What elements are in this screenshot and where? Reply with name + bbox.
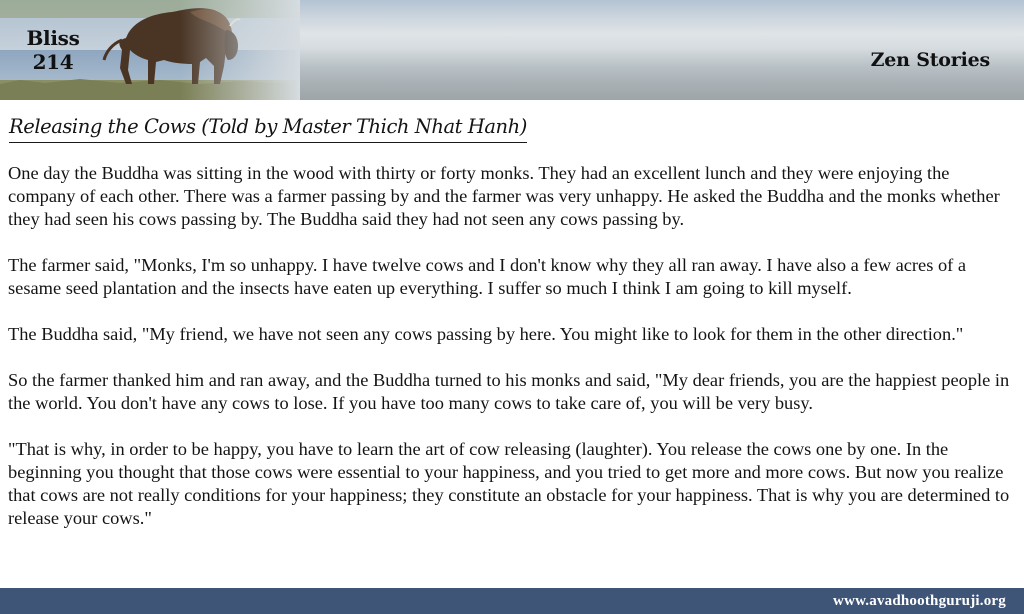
story-paragraph: "That is why, in order to be happy, you have to learn the art of cow releasing (laughter). You release the cows one by one. In the beginning you thought that those cows were essential to your happiness, and you tried to get more and more cows. But now you realize that cows are not really conditions for your happiness; they constitute an obstacle for your happiness. That is why you are determined to release your cows." [8, 439, 1010, 528]
story-paragraph: One day the Buddha was sitting in the wood with thirty or forty monks. They had an excellent lunch and they were enjoying the company of each other. There was a farmer passing by and the farmer was very unhappy. He asked the Buddha and the monks whether they had seen his cows passing by. The Buddha said they had not seen any cows passing by. [8, 163, 1000, 229]
bliss-number-label [20, 26, 86, 74]
story-paragraph: The Buddha said, "My friend, we have not seen any cows passing by here. You might like to look for them in the other direction." [8, 324, 964, 344]
bliss-number: 214 [32, 50, 74, 74]
story-paragraph: So the farmer thanked him and ran away, and the Buddha turned to his monks and said, "My dear friends, you are the happiest people in the world. You don't have any cows to lose. If you have too many cows to take care of, you will be very busy. [8, 370, 1010, 413]
section-title: Zen Stories [870, 49, 990, 71]
footer-website-link[interactable]: www.avadhoothguruji.org [833, 593, 1006, 609]
header-banner [0, 0, 1024, 100]
story-title: Releasing the Cows (Told by Master Thich Nhat Hanh) [9, 113, 527, 143]
story-paragraph: The farmer said, "Monks, I'm so unhappy. I have twelve cows and I don't know why they all ran away. I have also a few acres of a sesame seed plantation and the insects have eaten up everything. I suffer so much I think I am going to kill myself. [8, 255, 967, 298]
bliss-word: Bliss [26, 26, 80, 50]
story-body [8, 162, 1014, 553]
footer-bar [0, 588, 1024, 614]
